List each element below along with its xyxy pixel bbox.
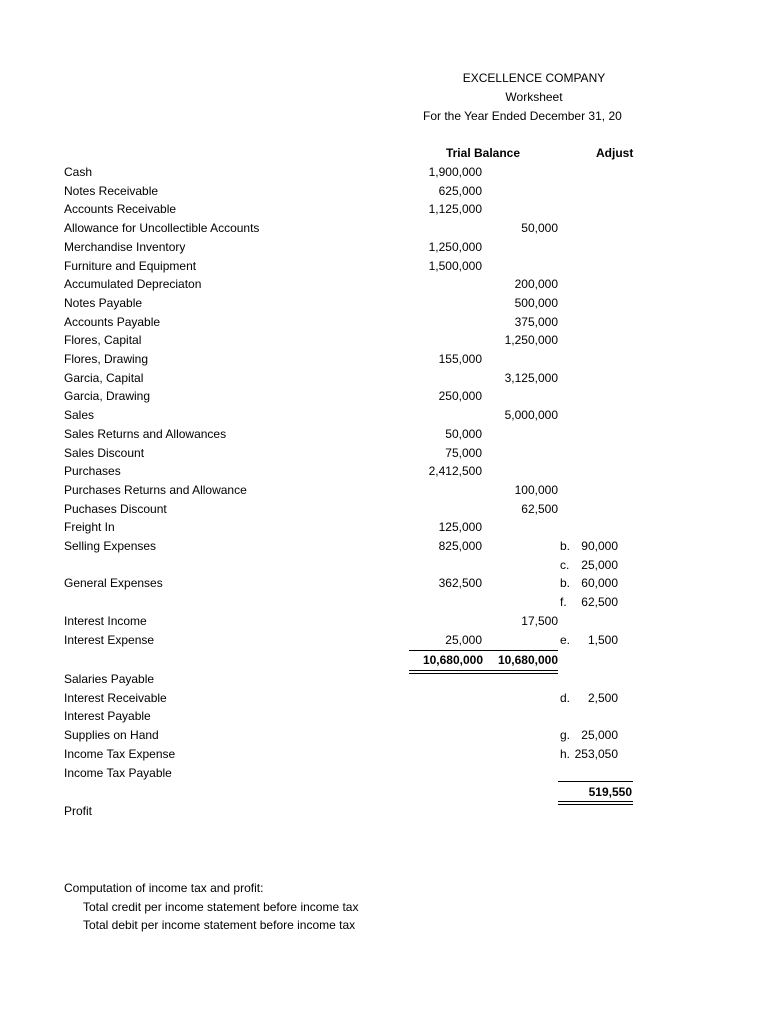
trial-balance-heading: Trial Balance	[445, 146, 521, 160]
trial-balance-credit: 5,000,000	[504, 408, 558, 422]
account-name: Interest Receivable	[64, 691, 167, 705]
trial-balance-debit-total: 10,680,000	[422, 653, 483, 667]
trial-balance-debit: 1,500,000	[428, 259, 482, 273]
account-name: Accounts Payable	[64, 315, 161, 329]
account-name: Accounts Receivable	[64, 202, 177, 216]
account-name: Puchases Discount	[64, 502, 167, 516]
trial-balance-debit: 2,412,500	[428, 464, 482, 478]
adjustments-total: 519,550	[588, 785, 632, 799]
trial-balance-debit: 362,500	[438, 576, 482, 590]
trial-balance-credit: 100,000	[514, 483, 558, 497]
account-name: Freight In	[64, 520, 115, 534]
account-name: Interest Expense	[64, 633, 155, 647]
company-name: EXCELLENCE COMPANY	[462, 71, 606, 85]
adjustment-key: e.	[560, 633, 571, 647]
trial-balance-debit: 1,900,000	[428, 165, 482, 179]
account-name: Garcia, Drawing	[64, 389, 151, 403]
adjustment-key: c.	[560, 558, 570, 572]
adjustment-debit: 62,500	[581, 595, 618, 609]
worksheet-title: Worksheet	[505, 90, 563, 104]
trial-balance-debit: 1,250,000	[428, 240, 482, 254]
trial-balance-debit: 75,000	[445, 446, 482, 460]
adjustments-total-rule-double-2	[558, 804, 633, 805]
account-name: Sales Returns and Allowances	[64, 427, 227, 441]
account-name: Interest Payable	[64, 709, 151, 723]
adjustment-key: b.	[560, 576, 571, 590]
account-name: Sales Discount	[64, 446, 145, 460]
account-name: Selling Expenses	[64, 539, 157, 553]
trial-balance-credit: 50,000	[521, 221, 558, 235]
trial-balance-credit: 17,500	[521, 614, 558, 628]
adjustment-key: d.	[560, 691, 571, 705]
trial-balance-credit-total: 10,680,000	[497, 653, 558, 667]
account-name: Flores, Capital	[64, 333, 142, 347]
trial-balance-credit: 3,125,000	[504, 371, 558, 385]
account-name: Merchandise Inventory	[64, 240, 186, 254]
account-name: Supplies on Hand	[64, 728, 159, 742]
trial-balance-debit: 625,000	[438, 184, 482, 198]
adjustments-heading: Adjust	[596, 146, 634, 160]
account-name: Cash	[64, 165, 93, 179]
account-name: Income Tax Expense	[64, 747, 176, 761]
computation-line: Total debit per income statement before income tax	[83, 918, 356, 932]
adjustment-debit: 90,000	[581, 539, 618, 553]
adjustment-key: g.	[560, 728, 571, 742]
computation-line: Total credit per income statement before income tax	[83, 900, 359, 914]
trial-balance-credit: 500,000	[514, 296, 558, 310]
profit-label: Profit	[64, 804, 93, 818]
trial-balance-debit: 155,000	[438, 352, 482, 366]
trial-balance-credit: 1,250,000	[504, 333, 558, 347]
adjustment-key: h.	[560, 747, 571, 761]
adjustment-debit: 60,000	[581, 576, 618, 590]
trial-balance-debit: 125,000	[438, 520, 482, 534]
trial-balance-credit: 375,000	[514, 315, 558, 329]
trial-balance-debit: 25,000	[445, 633, 482, 647]
trial-balance-debit: 825,000	[438, 539, 482, 553]
account-name: Notes Receivable	[64, 184, 159, 198]
adjustment-debit: 25,000	[581, 728, 618, 742]
adjustments-total-rule-double-1	[558, 801, 633, 802]
adjustment-debit: 25,000	[581, 558, 618, 572]
account-name: Notes Payable	[64, 296, 143, 310]
computation-title: Computation of income tax and profit:	[64, 881, 264, 895]
account-name: Allowance for Uncollectible Accounts	[64, 221, 260, 235]
account-name: Flores, Drawing	[64, 352, 149, 366]
account-name: Purchases	[64, 464, 121, 478]
account-name: Garcia, Capital	[64, 371, 144, 385]
trial-balance-credit: 62,500	[521, 502, 558, 516]
account-name: Sales	[64, 408, 95, 422]
adjustment-key: f.	[560, 595, 567, 609]
trial-balance-credit: 200,000	[514, 277, 558, 291]
account-name: General Expenses	[64, 576, 163, 590]
trial-balance-debit: 250,000	[438, 389, 482, 403]
account-name: Purchases Returns and Allowance	[64, 483, 247, 497]
account-name: Income Tax Payable	[64, 766, 172, 780]
account-name: Salaries Payable	[64, 672, 155, 686]
worksheet-period: For the Year Ended December 31, 20	[423, 109, 622, 123]
total-rule-double-1	[409, 670, 558, 671]
account-name: Interest Income	[64, 614, 147, 628]
adjustment-key: b.	[560, 539, 571, 553]
total-rule-double-2	[409, 673, 558, 674]
total-rule-top	[409, 650, 558, 651]
account-name: Accumulated Depreciaton	[64, 277, 202, 291]
trial-balance-debit: 1,125,000	[428, 202, 482, 216]
adjustment-debit: 1,500	[587, 633, 618, 647]
adjustment-debit: 253,050	[574, 747, 618, 761]
adjustments-total-rule-top	[558, 781, 633, 782]
adjustment-debit: 2,500	[587, 691, 618, 705]
account-name: Furniture and Equipment	[64, 259, 197, 273]
trial-balance-debit: 50,000	[445, 427, 482, 441]
